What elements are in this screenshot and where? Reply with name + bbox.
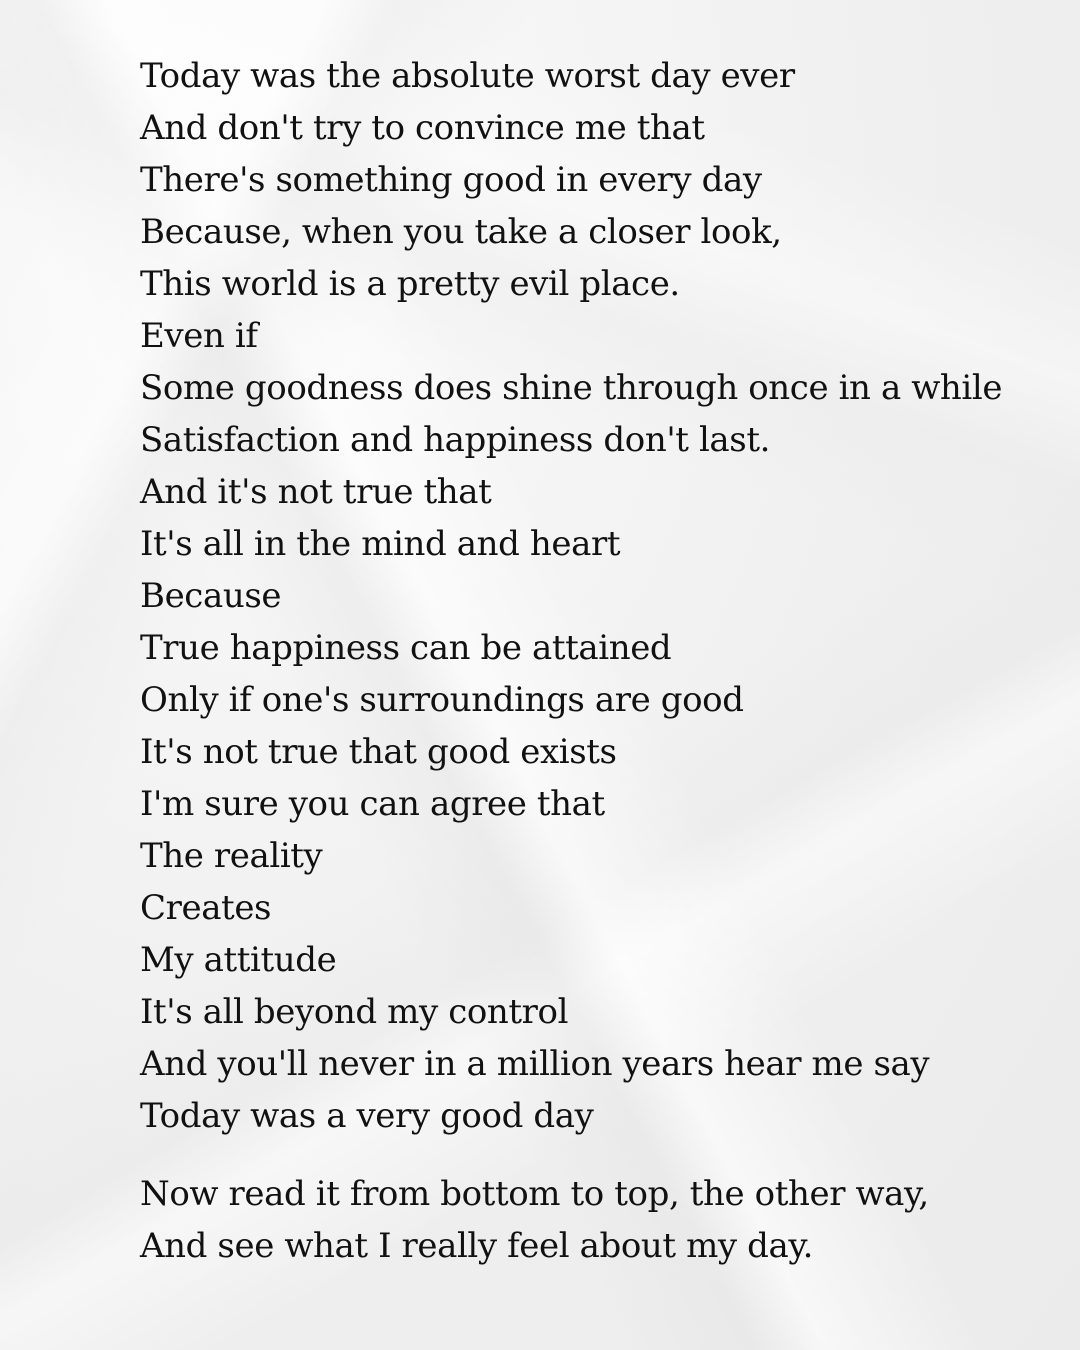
poem-line: Some goodness does shine through once in a while	[140, 368, 1003, 408]
poem-line: Today was the absolute worst day ever	[140, 56, 795, 96]
poem-line: And don't try to convince me that	[140, 108, 705, 148]
poem-line: This world is a pretty evil place.	[140, 264, 680, 304]
poem-line: Today was a very good day	[140, 1096, 594, 1136]
poem-line: And it's not true that	[140, 472, 492, 512]
poem-line: It's all in the mind and heart	[140, 524, 621, 564]
poem-line: I'm sure you can agree that	[140, 784, 605, 824]
poem-line: True happiness can be attained	[140, 628, 672, 668]
poem-line: It's not true that good exists	[140, 732, 617, 772]
poem-line: Because, when you take a closer look,	[140, 212, 782, 252]
poem-line: My attitude	[140, 940, 337, 980]
closing-line: And see what I really feel about my day.	[140, 1226, 814, 1266]
poem-line: Creates	[140, 888, 272, 928]
poem-line: Satisfaction and happiness don't last.	[140, 420, 771, 460]
poem-line: And you'll never in a million years hear me say	[140, 1044, 930, 1084]
poem-line: Because	[140, 576, 282, 616]
poem-body	[140, 50, 1040, 1142]
closing-instruction	[140, 1168, 1040, 1272]
poem-line: It's all beyond my control	[140, 992, 569, 1032]
closing-line: Now read it from bottom to top, the other way,	[140, 1174, 929, 1214]
poem-line: There's something good in every day	[140, 160, 762, 200]
poem-line: The reality	[140, 836, 323, 876]
poem-line: Even if	[140, 316, 258, 356]
poem-line: Only if one's surroundings are good	[140, 680, 744, 720]
